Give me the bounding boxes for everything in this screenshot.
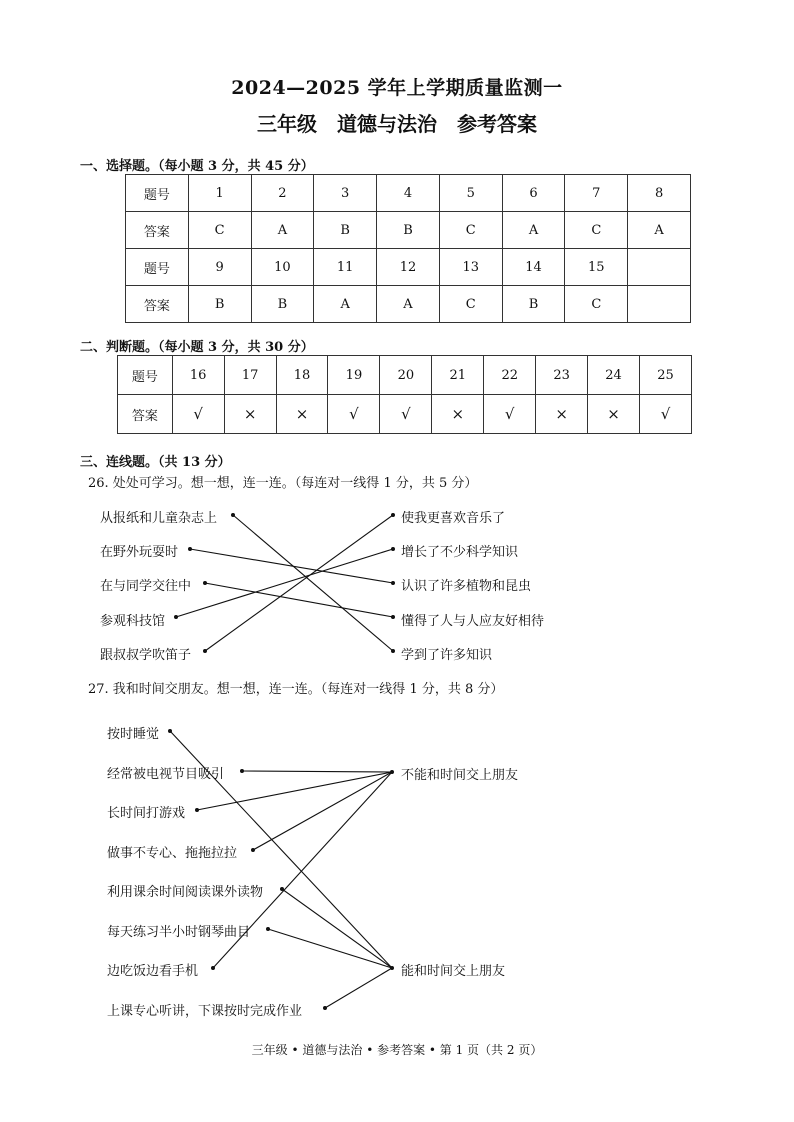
q27-match-line: [268, 929, 392, 968]
table-cell: 6: [502, 175, 565, 212]
q26-match-line: [190, 549, 393, 583]
table-cell: 17: [224, 356, 276, 395]
q26-match-line: [205, 515, 393, 651]
connector-dot: [188, 547, 192, 551]
q26-right-item: 认识了许多植物和昆虫: [401, 579, 532, 594]
section2-heading: 二、判断题。（每小题 3 分，共 30 分）: [80, 340, 314, 355]
q27-match-line: [325, 968, 392, 1008]
connector-dot: [391, 615, 395, 619]
q27-match-line: [197, 772, 392, 810]
table-cell: 10: [251, 249, 314, 286]
q27-right-item: 不能和时间交上朋友: [401, 768, 519, 783]
section3-heading: 三、连线题。（共 13 分）: [80, 455, 231, 470]
connector-dot: [168, 729, 172, 733]
table-cell: 4: [377, 175, 440, 212]
q27-right-item: 能和时间交上朋友: [401, 964, 506, 979]
table-cell: C: [188, 212, 251, 249]
document-title: 2024—2025 学年上学期质量监测一: [231, 77, 563, 99]
q27-left-item: 每天练习半小时钢琴曲目: [107, 925, 251, 940]
table-cell: 答案: [126, 286, 189, 323]
connector-dot: [231, 513, 235, 517]
table-cell: 题号: [118, 356, 173, 395]
table-cell: 答案: [118, 395, 173, 434]
table-cell: ×: [276, 395, 328, 434]
judgement-answer-table: [117, 355, 692, 434]
table-cell: 15: [565, 249, 628, 286]
connector-dot: [251, 848, 255, 852]
table-cell: 22: [484, 356, 536, 395]
table-cell: B: [377, 212, 440, 249]
connector-dot: [240, 769, 244, 773]
q26-left-item: 在与同学交往中: [100, 579, 192, 594]
table-row: [118, 356, 692, 395]
q27-left-item: 利用课余时间阅读课外读物: [107, 885, 264, 900]
table-cell: [628, 249, 691, 286]
table-cell: 3: [314, 175, 377, 212]
q26-right-item: 学到了许多知识: [401, 648, 493, 663]
table-row: [126, 212, 691, 249]
table-cell: 16: [172, 356, 224, 395]
table-cell: B: [188, 286, 251, 323]
table-cell: A: [377, 286, 440, 323]
table-cell: 13: [439, 249, 502, 286]
choice-answer-table: [125, 174, 691, 323]
table-cell: √: [484, 395, 536, 434]
table-cell: 18: [276, 356, 328, 395]
table-cell: ×: [432, 395, 484, 434]
table-row: [126, 249, 691, 286]
table-cell: √: [328, 395, 380, 434]
table-row: [118, 395, 692, 434]
connector-dot: [391, 547, 395, 551]
connector-dot: [195, 808, 199, 812]
table-cell: 1: [188, 175, 251, 212]
table-cell: 题号: [126, 175, 189, 212]
connector-dot: [203, 581, 207, 585]
table-cell: 20: [380, 356, 432, 395]
table-cell: A: [502, 212, 565, 249]
table-row: [126, 286, 691, 323]
q27-left-item: 边吃饭边看手机: [107, 964, 199, 979]
connector-dot: [391, 581, 395, 585]
connector-dot: [203, 649, 207, 653]
table-cell: 11: [314, 249, 377, 286]
q27-left-item: 按时睡觉: [107, 727, 160, 742]
q27-match-line: [282, 889, 392, 968]
table-cell: B: [251, 286, 314, 323]
table-cell: 25: [640, 356, 692, 395]
table-cell: ×: [224, 395, 276, 434]
q26-match-line: [176, 549, 393, 617]
question-27-prompt: 27. 我和时间交朋友。想一想，连一连。（每连对一线得 1 分，共 8 分）: [88, 682, 504, 697]
table-cell: 5: [439, 175, 502, 212]
table-cell: ×: [588, 395, 640, 434]
connector-dot: [280, 887, 284, 891]
table-cell: 2: [251, 175, 314, 212]
table-row: [126, 175, 691, 212]
table-cell: C: [565, 212, 628, 249]
q27-left-item: 经常被电视节目吸引: [107, 767, 225, 782]
connector-dot: [266, 927, 270, 931]
table-cell: 23: [536, 356, 588, 395]
q26-match-line: [233, 515, 393, 651]
table-cell: 9: [188, 249, 251, 286]
table-cell: √: [380, 395, 432, 434]
table-cell: [628, 286, 691, 323]
connector-dot: [391, 513, 395, 517]
q27-match-line: [253, 772, 392, 850]
table-cell: C: [439, 212, 502, 249]
table-cell: 19: [328, 356, 380, 395]
q26-left-item: 在野外玩耍时: [100, 545, 179, 560]
question-26-prompt: 26. 处处可学习。想一想，连一连。（每连对一线得 1 分，共 5 分）: [88, 476, 478, 491]
table-cell: 24: [588, 356, 640, 395]
table-cell: B: [314, 212, 377, 249]
q27-left-item: 做事不专心、拖拖拉拉: [107, 846, 238, 861]
table-cell: 答案: [126, 212, 189, 249]
q27-match-line: [242, 771, 392, 772]
table-cell: 7: [565, 175, 628, 212]
q26-right-item: 懂得了人与人应友好相待: [401, 614, 545, 629]
q27-left-item: 上课专心听讲，下课按时完成作业: [107, 1004, 303, 1019]
connector-dot: [211, 966, 215, 970]
document-subtitle: 三年级 道德与法治 参考答案: [257, 112, 537, 136]
table-cell: 21: [432, 356, 484, 395]
table-cell: √: [172, 395, 224, 434]
q26-left-item: 参观科技馆: [100, 614, 166, 629]
table-cell: ×: [536, 395, 588, 434]
table-cell: 8: [628, 175, 691, 212]
connector-dot: [323, 1006, 327, 1010]
connector-dot: [391, 649, 395, 653]
section1-heading: 一、选择题。（每小题 3 分，共 45 分）: [80, 159, 314, 174]
connector-dot: [390, 966, 394, 970]
table-cell: 12: [377, 249, 440, 286]
table-cell: 题号: [126, 249, 189, 286]
table-cell: A: [251, 212, 314, 249]
q26-left-item: 从报纸和儿童杂志上: [100, 511, 218, 526]
q26-match-line: [205, 583, 393, 617]
q27-left-item: 长时间打游戏: [107, 806, 186, 821]
table-cell: √: [640, 395, 692, 434]
connector-dot: [390, 770, 394, 774]
table-cell: A: [314, 286, 377, 323]
table-cell: 14: [502, 249, 565, 286]
q26-left-item: 跟叔叔学吹笛子: [100, 648, 192, 663]
connector-dot: [174, 615, 178, 619]
table-cell: C: [565, 286, 628, 323]
table-cell: A: [628, 212, 691, 249]
table-cell: B: [502, 286, 565, 323]
q26-right-item: 使我更喜欢音乐了: [401, 511, 506, 526]
page-footer: 三年级 • 道德与法治 • 参考答案 • 第 1 页（共 2 页）: [251, 1043, 543, 1057]
table-cell: C: [439, 286, 502, 323]
q26-right-item: 增长了不少科学知识: [401, 545, 519, 560]
